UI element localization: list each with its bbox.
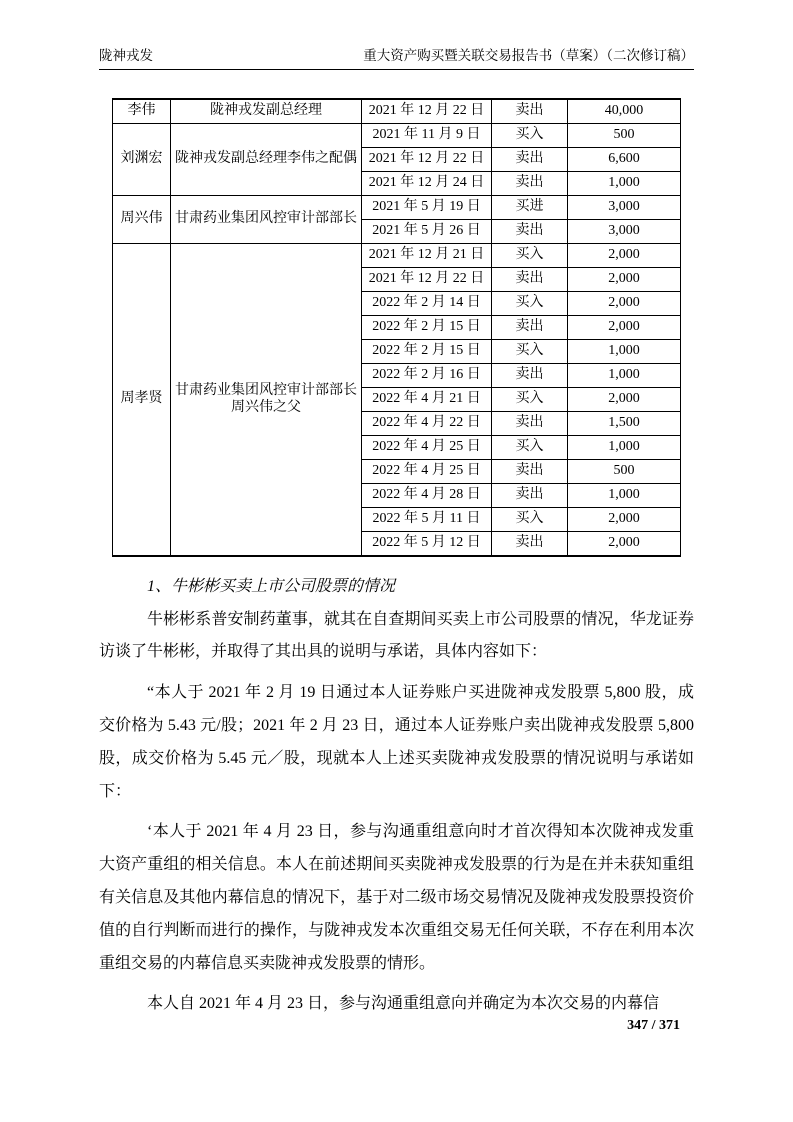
trade-direction-cell: 卖出 <box>492 171 568 195</box>
person-name-cell: 周兴伟 <box>113 195 171 243</box>
trade-quantity-cell: 2,000 <box>568 387 681 411</box>
trade-date-cell: 2022 年 4 月 21 日 <box>362 387 492 411</box>
trade-quantity-cell: 500 <box>568 459 681 483</box>
trade-direction-cell: 买入 <box>492 291 568 315</box>
trade-direction-cell: 卖出 <box>492 315 568 339</box>
trade-quantity-cell: 1,000 <box>568 339 681 363</box>
trade-direction-cell: 卖出 <box>492 411 568 435</box>
trade-direction-cell: 卖出 <box>492 147 568 171</box>
trade-date-cell: 2022 年 2 月 14 日 <box>362 291 492 315</box>
header-right-title: 重大资产购买暨关联交易报告书（草案）（二次修订稿） <box>363 48 694 63</box>
trade-quantity-cell: 2,000 <box>568 267 681 291</box>
person-position-cell: 陇神戎发副总经理李伟之配偶 <box>171 123 362 195</box>
person-name-cell: 周孝贤 <box>113 243 171 556</box>
trade-direction-cell: 买入 <box>492 339 568 363</box>
trade-quantity-cell: 1,000 <box>568 435 681 459</box>
trade-direction-cell: 买进 <box>492 195 568 219</box>
trade-quantity-cell: 2,000 <box>568 243 681 267</box>
trade-direction-cell: 买入 <box>492 507 568 531</box>
share-trading-table <box>112 98 681 557</box>
section-heading: 1、牛彬彬买卖上市公司股票的情况 <box>147 577 396 595</box>
trade-quantity-cell: 1,500 <box>568 411 681 435</box>
trade-date-cell: 2022 年 2 月 16 日 <box>362 363 492 387</box>
trade-date-cell: 2022 年 4 月 22 日 <box>362 411 492 435</box>
trade-quantity-cell: 1,000 <box>568 483 681 507</box>
trade-quantity-cell: 3,000 <box>568 219 681 243</box>
page-header <box>99 0 694 70</box>
trade-direction-cell: 卖出 <box>492 459 568 483</box>
trade-quantity-cell: 500 <box>568 123 681 147</box>
trade-date-cell: 2022 年 5 月 11 日 <box>362 507 492 531</box>
page-number: 347 / 371 <box>627 1018 680 1033</box>
trade-date-cell: 2021 年 12 月 22 日 <box>362 99 492 124</box>
trade-date-cell: 2021 年 11 月 9 日 <box>362 123 492 147</box>
table-row <box>113 99 681 124</box>
paragraph-statement-3: 本人自 2021 年 4 月 23 日，参与沟通重组意向并确定为本次交易的内幕信 <box>147 995 660 1013</box>
trade-quantity-cell: 2,000 <box>568 531 681 556</box>
trade-direction-cell: 买入 <box>492 387 568 411</box>
trade-direction-cell: 买入 <box>492 123 568 147</box>
trade-date-cell: 2022 年 5 月 12 日 <box>362 531 492 556</box>
trade-direction-cell: 卖出 <box>492 99 568 124</box>
table-row <box>113 123 681 147</box>
paragraph-intro: 牛彬彬系普安制药董事，就其在自查期间买卖上市公司股票的情况，华龙证券访谈了牛彬彬，并取得了其出具的说明与承诺，具体内容如下： <box>99 610 694 661</box>
trade-quantity-cell: 3,000 <box>568 195 681 219</box>
trade-date-cell: 2022 年 4 月 28 日 <box>362 483 492 507</box>
trade-direction-cell: 卖出 <box>492 363 568 387</box>
person-name-cell: 刘渊宏 <box>113 123 171 195</box>
trade-date-cell: 2021 年 12 月 22 日 <box>362 147 492 171</box>
trade-quantity-cell: 2,000 <box>568 315 681 339</box>
trade-quantity-cell: 6,600 <box>568 147 681 171</box>
trade-quantity-cell: 2,000 <box>568 291 681 315</box>
trade-direction-cell: 卖出 <box>492 267 568 291</box>
trade-date-cell: 2021 年 5 月 26 日 <box>362 219 492 243</box>
trade-quantity-cell: 40,000 <box>568 99 681 124</box>
trade-date-cell: 2022 年 4 月 25 日 <box>362 435 492 459</box>
trade-direction-cell: 卖出 <box>492 219 568 243</box>
trade-quantity-cell: 1,000 <box>568 171 681 195</box>
person-position-cell: 甘肃药业集团风控审计部部长 <box>171 195 362 243</box>
person-name-cell: 李伟 <box>113 99 171 124</box>
header-left-title: 陇神戎发 <box>99 48 153 63</box>
trade-direction-cell: 买入 <box>492 243 568 267</box>
paragraph-statement-1: “本人于 2021 年 2 月 19 日通过本人证券账户买进陇神戎发股票 5,800 股，成交价格为 5.43 元/股；2021 年 2 月 23 日，通过本人证券账户卖出陇神戎发股票 5,800 股，成交价格为 5.45 元／股，现就本人上述买卖陇神戎发股票的情况说明与承诺如下： <box>99 684 694 800</box>
paragraph-statement-2: ‘本人于 2021 年 4 月 23 日，参与沟通重组意向时才首次得知本次陇神戎发重大资产重组的相关信息。本人在前述期间买卖陇神戎发股票的行为是在并未获知重组有关信息及其他内幕信息的情况下，基于对二级市场交易情况及陇神戎发股票投资价值的自行判断而进行的操作，与陇神戎发本次重组交易无任何关联，不存在利用本次重组交易的内幕信息买卖陇神戎发股票的情形。 <box>99 823 694 972</box>
table-row <box>113 243 681 267</box>
person-position-cell: 甘肃药业集团风控审计部部长周兴伟之父 <box>171 243 362 556</box>
trade-date-cell: 2021 年 12 月 21 日 <box>362 243 492 267</box>
trade-direction-cell: 买入 <box>492 435 568 459</box>
trade-date-cell: 2022 年 2 月 15 日 <box>362 315 492 339</box>
trade-quantity-cell: 2,000 <box>568 507 681 531</box>
trade-direction-cell: 卖出 <box>492 531 568 556</box>
table-row <box>113 195 681 219</box>
trade-date-cell: 2021 年 12 月 24 日 <box>362 171 492 195</box>
trade-date-cell: 2021 年 12 月 22 日 <box>362 267 492 291</box>
trade-date-cell: 2022 年 2 月 15 日 <box>362 339 492 363</box>
trade-direction-cell: 卖出 <box>492 483 568 507</box>
trade-quantity-cell: 1,000 <box>568 363 681 387</box>
trade-date-cell: 2022 年 4 月 25 日 <box>362 459 492 483</box>
trade-date-cell: 2021 年 5 月 19 日 <box>362 195 492 219</box>
person-position-cell: 陇神戎发副总经理 <box>171 99 362 124</box>
